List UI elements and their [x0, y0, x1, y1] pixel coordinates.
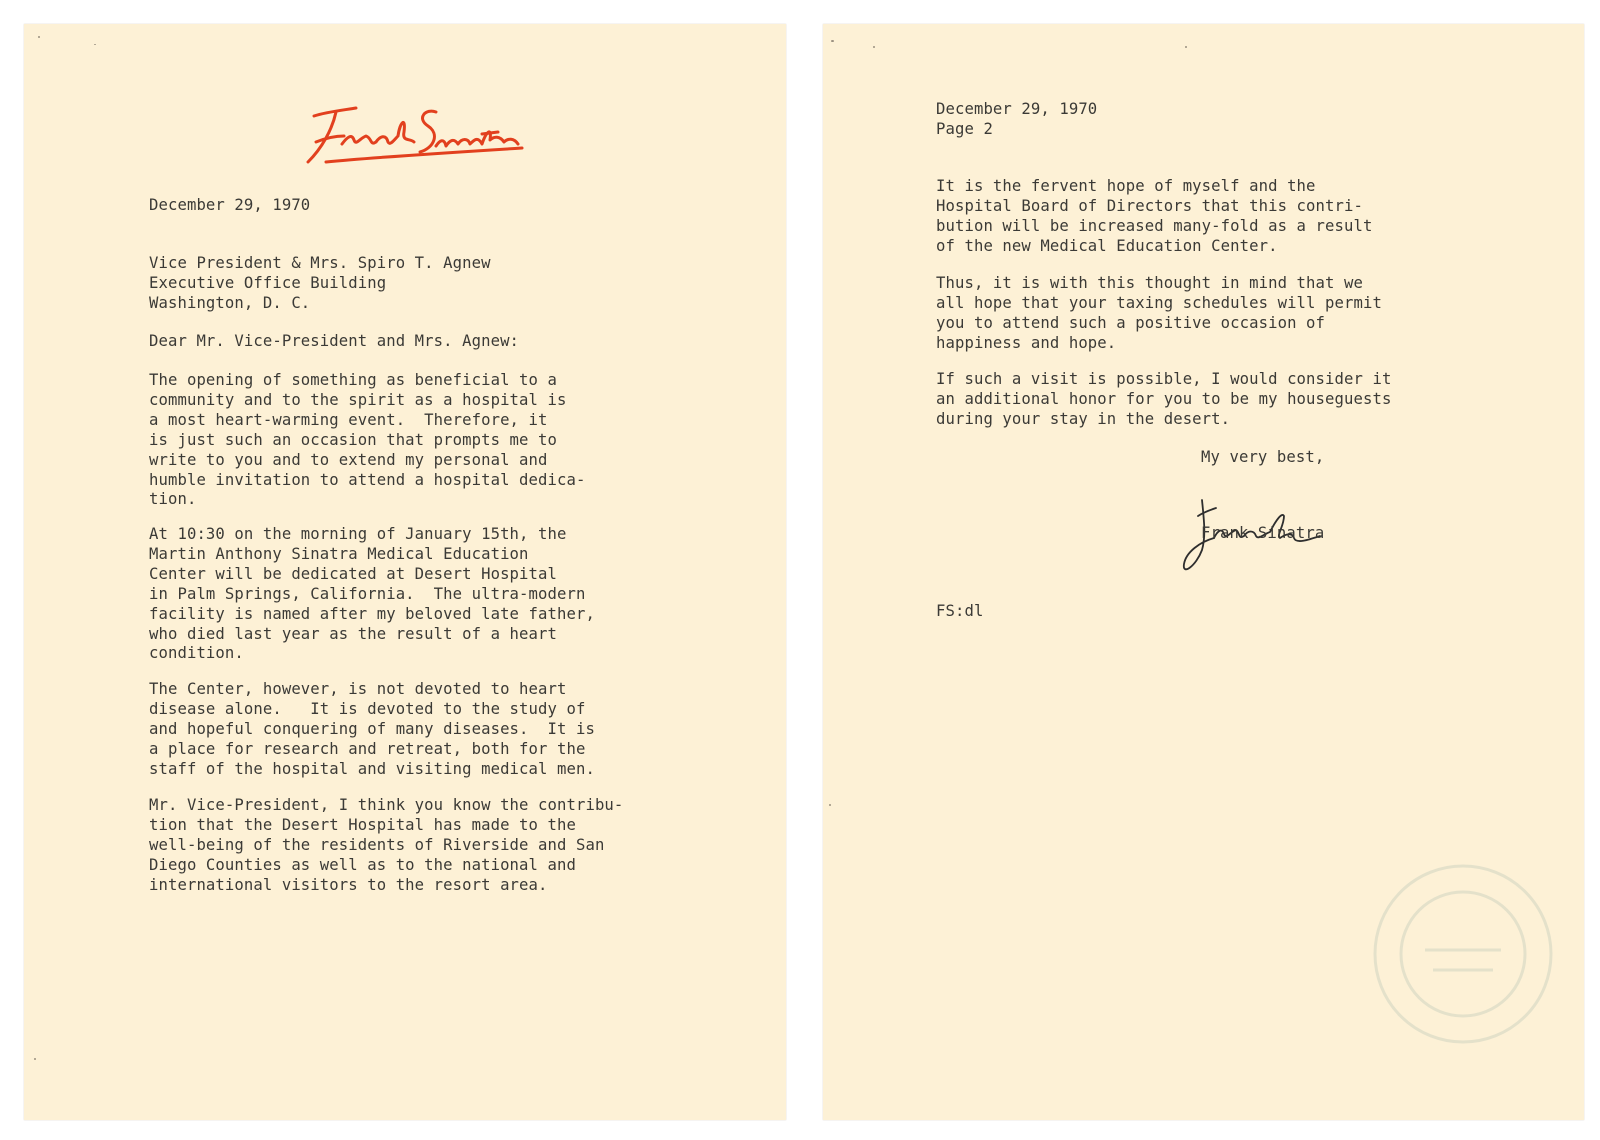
paragraph-4: Mr. Vice-President, I think you know the contribu- tion that the Desert Hospital has made to the well-being of the residents of Riverside and San Diego Counties as well as to the national and international visitors to the resort area.	[149, 796, 624, 894]
received-stamp	[1363, 854, 1563, 1054]
paragraph-7: If such a visit is possible, I would consider it an additional honor for you to be my houseguests during your stay in the desert.	[936, 370, 1392, 428]
signature-text: Frank	[1180, 490, 1184, 491]
paragraph-2: At 10:30 on the morning of January 15th, the Martin Anthony Sinatra Medical Education Center will be dedicated at Desert Hospital in Palm Springs, California. The ultra-modern facility is named after my beloved late father, who died last year as the result of a heart condition.	[149, 525, 595, 663]
letterhead-signature-text: Frank Sinatra	[286, 82, 294, 83]
paragraph-1: The opening of something as beneficial to a community and to the spirit as a hospital is a most heart-warming event. Therefore, it is just such an occasion that prompts me to write to you and to extend my personal and humble invitation to attend a hospital dedica- tion.	[149, 371, 586, 509]
paragraph-3: The Center, however, is not devoted to heart disease alone. It is devoted to the study of and hopeful conquering of many diseases. It is a place for research and retreat, both for the staff of the hospital and visiting medical men.	[149, 680, 595, 778]
paragraph-6: Thus, it is with this thought in mind that we all hope that your taxing schedules will permit you to attend such a positive occasion of happiness and hope.	[936, 274, 1382, 352]
letter-page-1	[24, 24, 786, 1120]
letter-page-2	[823, 24, 1584, 1120]
letterhead-signature	[286, 82, 526, 172]
address-line-3: Washington, D. C.	[149, 294, 311, 312]
page-2-header: December 29, 1970 Page 2	[936, 100, 1098, 138]
address-line-2: Executive Office Building	[149, 274, 387, 292]
signer-name: Frank Sinatra	[1201, 524, 1325, 542]
address-line-1: Vice President & Mrs. Spiro T. Agnew	[149, 254, 491, 272]
letter-date: December 29, 1970	[149, 196, 311, 214]
paragraph-5: It is the fervent hope of myself and the Hospital Board of Directors that this contri- bution will be increased many-fold as a result of the new Medical Education Center.	[936, 177, 1373, 255]
closing: My very best,	[1201, 448, 1325, 466]
typist-initials: FS:dl	[936, 602, 984, 620]
salutation: Dear Mr. Vice-President and Mrs. Agnew:	[149, 332, 520, 350]
